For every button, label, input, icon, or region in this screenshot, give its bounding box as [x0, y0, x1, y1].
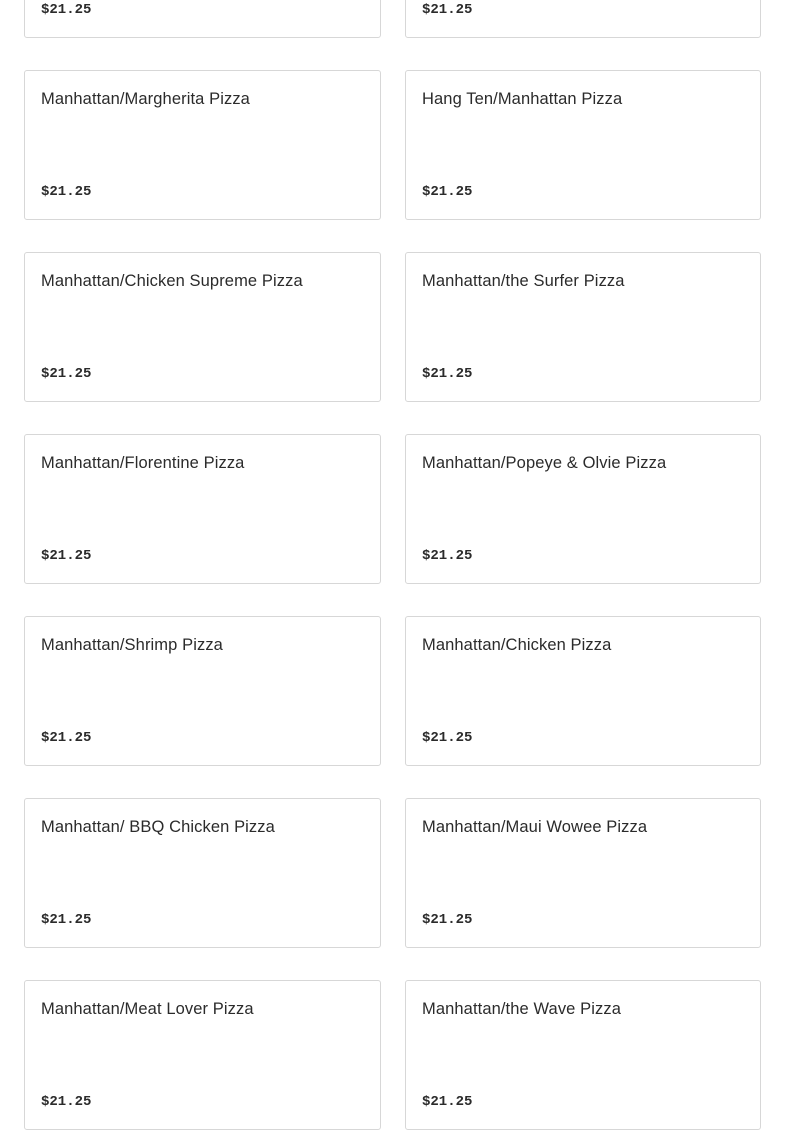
menu-item-name: Manhattan/Shrimp Pizza [41, 636, 223, 654]
menu-item-price: $21.25 [422, 548, 473, 564]
menu-item-card[interactable] [405, 980, 761, 1130]
menu-item-price: $21.25 [41, 730, 92, 746]
menu-item-name: Manhattan/Maui Wowee Pizza [422, 818, 648, 836]
menu-item-card[interactable] [405, 434, 761, 584]
menu-item-price: $21.25 [422, 730, 473, 746]
menu-item-card[interactable] [24, 980, 381, 1130]
menu-item-card[interactable] [405, 798, 761, 948]
menu-item-price: $21.25 [422, 366, 473, 382]
menu-item-card[interactable] [405, 616, 761, 766]
menu-item-card[interactable] [24, 0, 381, 38]
menu-item-grid [24, 0, 761, 1130]
menu-item-name: Manhattan/Florentine Pizza [41, 454, 245, 472]
menu-item-price: $21.25 [41, 184, 92, 200]
menu-item-name: Manhattan/Popeye & Olvie Pizza [422, 454, 667, 472]
menu-item-name: Manhattan/Meat Lover Pizza [41, 1000, 254, 1018]
menu-item-name: Manhattan/Chicken Supreme Pizza [41, 272, 303, 290]
menu-item-name: Manhattan/the Wave Pizza [422, 1000, 621, 1018]
menu-item-price: $21.25 [422, 2, 473, 18]
menu-item-name: Manhattan/Chicken Pizza [422, 636, 612, 654]
menu-item-price: $21.25 [422, 184, 473, 200]
menu-item-price: $21.25 [41, 548, 92, 564]
menu-item-card[interactable] [405, 70, 761, 220]
menu-item-card[interactable] [405, 252, 761, 402]
menu-item-name: Manhattan/the Surfer Pizza [422, 272, 625, 290]
menu-item-name: Manhattan/ BBQ Chicken Pizza [41, 818, 275, 836]
menu-item-name: Manhattan/Margherita Pizza [41, 90, 250, 108]
menu-item-price: $21.25 [41, 2, 92, 18]
menu-item-card[interactable] [24, 434, 381, 584]
menu-item-price: $21.25 [41, 912, 92, 928]
menu-item-price: $21.25 [41, 1094, 92, 1110]
menu-item-card[interactable] [24, 252, 381, 402]
menu-item-card[interactable] [24, 70, 381, 220]
menu-item-card[interactable] [24, 616, 381, 766]
menu-item-price: $21.25 [422, 912, 473, 928]
menu-item-name: Hang Ten/Manhattan Pizza [422, 90, 623, 108]
menu-item-price: $21.25 [41, 366, 92, 382]
menu-item-price: $21.25 [422, 1094, 473, 1110]
menu-item-card[interactable] [24, 798, 381, 948]
menu-item-card[interactable] [405, 0, 761, 38]
